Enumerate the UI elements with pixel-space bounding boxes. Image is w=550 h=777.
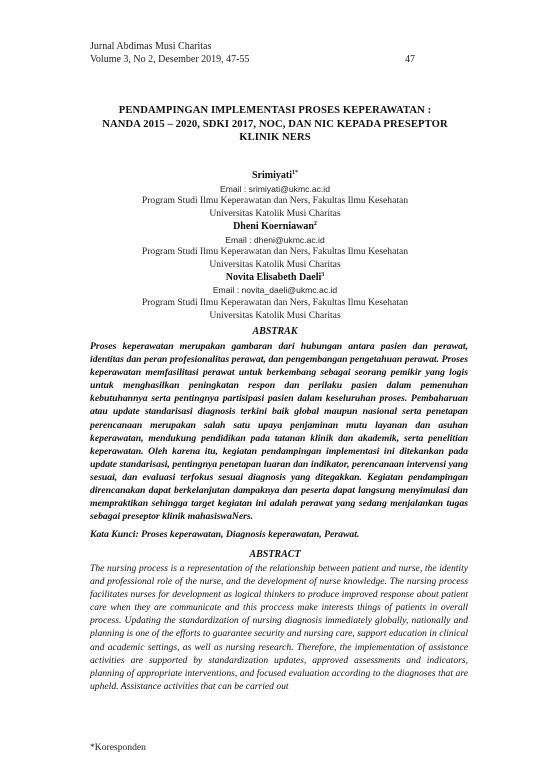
title-line: PENDAMPINGAN IMPLEMENTASI PROSES KEPERAWATAN : [118, 105, 432, 116]
author-affiliation: Program Studi Ilmu Keperawatan dan Ners, Fakultas Ilmu Kesehatan [141, 297, 409, 309]
page-number: 47 [405, 54, 415, 65]
title-line: KLINIK NERS [239, 132, 311, 143]
author-name [60, 272, 490, 285]
journal-name: Jurnal Abdimas Musi Charitas [90, 41, 212, 52]
author-email: Email : dheni@ukmc.ac.id [225, 234, 325, 245]
author-email: Email : srimiyati@ukmc.ac.id [220, 183, 330, 194]
author-institution: Universitas Katolik Musi Charitas [209, 208, 341, 220]
author-institution: Universitas Katolik Musi Charitas [209, 309, 341, 321]
abstrak-text: Proses keperawatan merupakan gambaran dari hubungan antara pasien dan perawat, identitas dan peran profesionalitas perawat, dan pengembangan pengetahuan perawat. Proses keperawatan memfasilitasi perawat untuk berkembang sebagai seorang pemikir yang logis untuk menghasilkan peningkatan respon dan perilaku pasien dalam pemenuhan kebutuhannya serta pentingnya partisipasi pasien dalam keseluruhan proses. Pembaharuan atau update standarisasi diagnosis terkini baik global maupun nasional serta penetapan perencanaan merupakan salah satu upaya penjaminan mutu layanan dan asuhan keperawatan, mendukung pendidikan pada tatanan klinik dan akademik, serta penelitian keperawatan. Oleh karena itu, kegiatan pendampingan implementasi ini ditekankan pada update standarisasi, pentingnya penetapan luaran dan indikator, perencanaan intervensi yang sesuai, dan evaluasi terfokus sesuai diagnosis yang ditegakkan. Kegiatan pendampingan direncanakan dapat berkelanjutan dampaknya dan peserta dapat langsung menyimulasi dan mempraktikan sehingga target kegiatan ini adalah perawat yang sedang menjalankan tugas sebagai preseptor klinik mahasiswaNers. [90, 341, 468, 523]
abstrak-heading: ABSTRAK [252, 326, 298, 337]
author-name-text: Novita Elisabeth Daeli [225, 271, 322, 283]
author-name [60, 170, 490, 183]
author-superscript: 3 [321, 271, 325, 278]
abstract-heading: ABSTRACT [249, 549, 301, 560]
author-block [60, 170, 490, 322]
author-3 [60, 272, 490, 323]
author-name-text: Srimiyati [252, 170, 292, 181]
author-affiliation: Program Studi Ilmu Keperawatan dan Ners, Fakultas Ilmu Kesehatan [141, 246, 409, 258]
author-2 [60, 221, 490, 272]
volume-line [90, 53, 415, 66]
author-name [60, 221, 490, 234]
author-institution: Universitas Katolik Musi Charitas [209, 258, 341, 270]
journal-header [90, 40, 415, 66]
keywords: Kata Kunci: Proses keperawatan, Diagnosis keperawatan, Perawat. [90, 529, 360, 540]
volume-info: Volume 3, No 2, Desember 2019, 47-55 [90, 54, 250, 65]
author-affiliation: Program Studi Ilmu Keperawatan dan Ners, Fakultas Ilmu Kesehatan [141, 195, 409, 207]
paper-title [100, 104, 450, 145]
author-superscript: 1* [292, 170, 298, 176]
abstract-text: The nursing process is a representation of the relationship between patient and nurse, the identity and professional role of the nurse, and the development of nurse knowledge. The nursing process facilitates nurses for development as logical thinkers to produce improved response about patient care when they are communicate and this proccess make interests things of patients in overall process. Updating the standardization of nursing diagnosis immediately globally, nationally and planning is one of the efforts to guarantee security and nursing care, support education in clinical and academic settings, as well as nursing research. Therefore, the implementation of assistance activities are supported by standardization updates, approved assessments and indicators, planning of appropriate interventions, and focused evaluation according to the diagnoses that are upheld. Assistance activities that can be carried out [90, 563, 468, 692]
corresponding-note: *Koresponden [90, 742, 146, 753]
author-name-text: Dheni Koerniawan [233, 220, 314, 232]
author-superscript: 2 [313, 220, 317, 227]
author-1 [60, 170, 490, 221]
title-line: NANDA 2015 – 2020, SDKI 2017, NOC, DAN NIC KEPADA PRESEPTOR [102, 118, 448, 130]
author-email: Email : novita_daeli@ukmc.ac.id [212, 285, 338, 296]
